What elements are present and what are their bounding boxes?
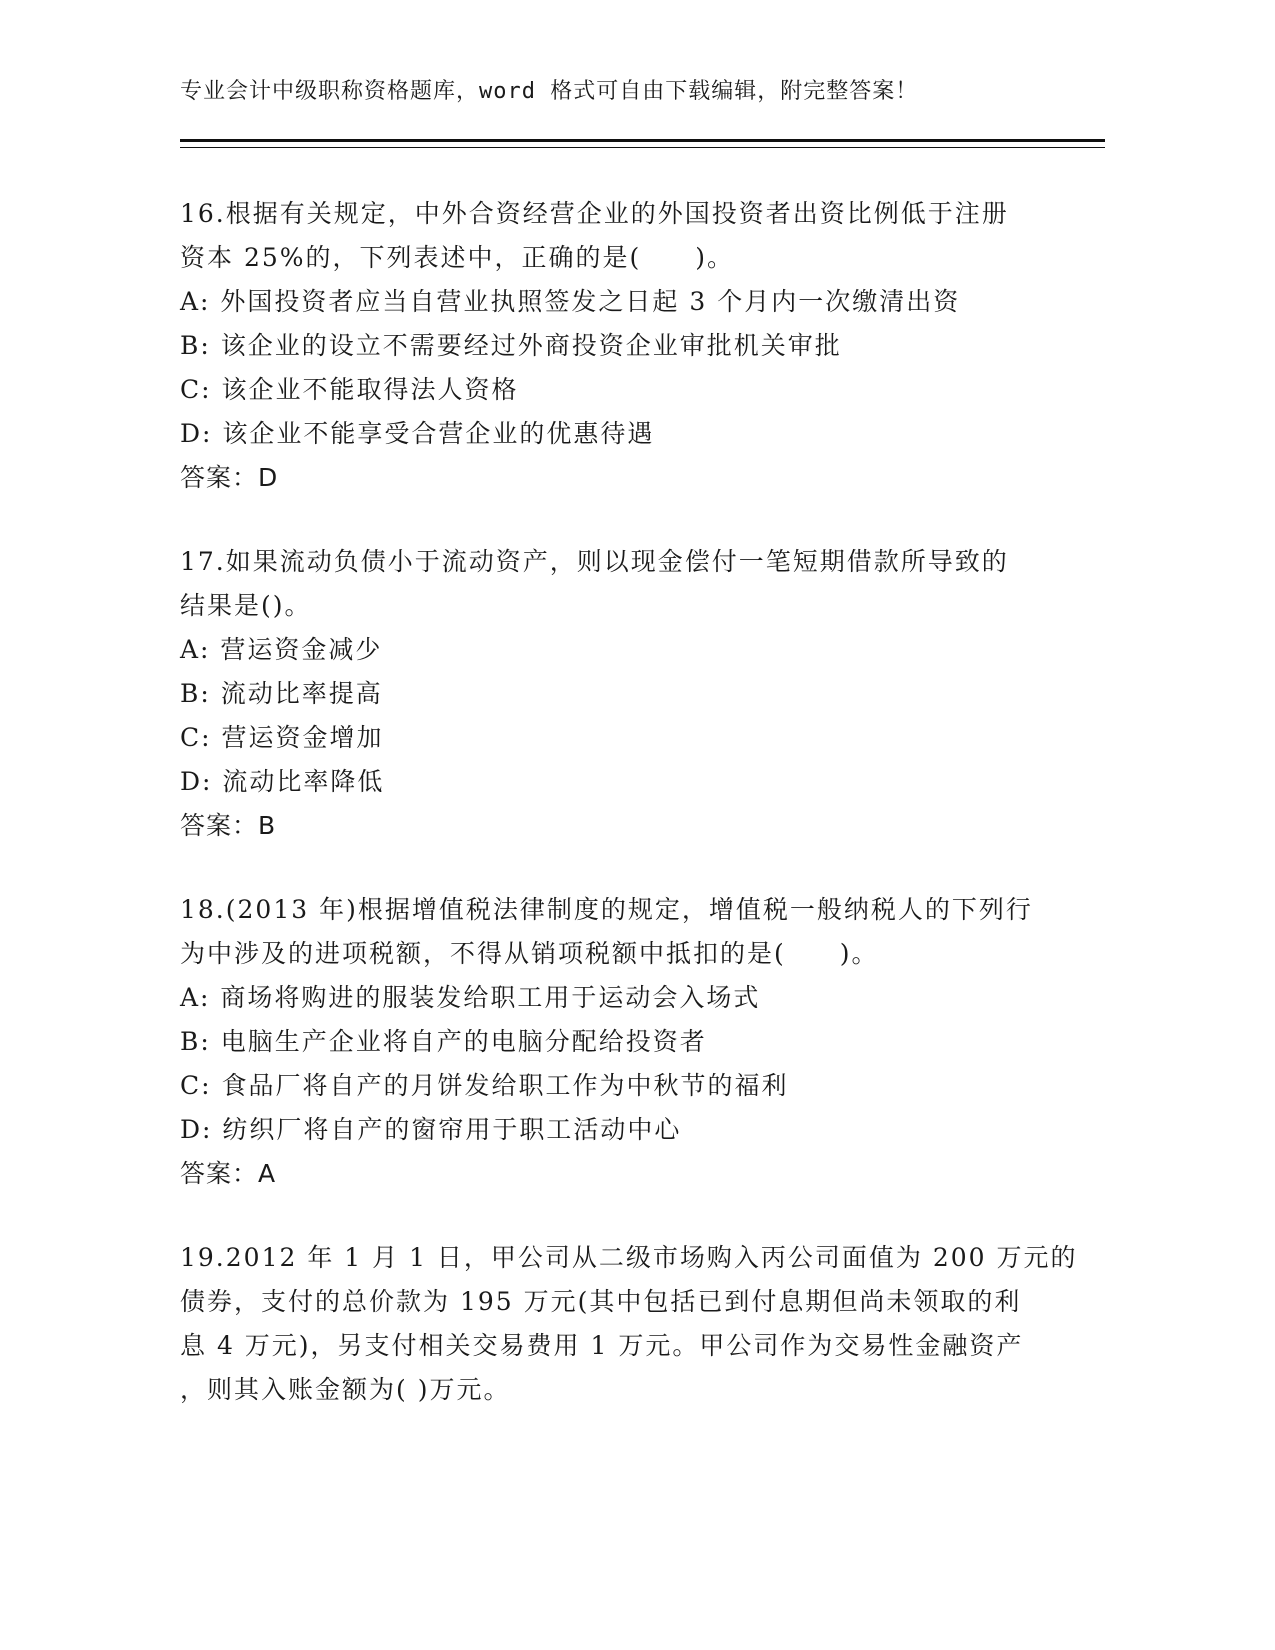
answer: 答案：A: [180, 1159, 277, 1188]
header-rule-thick: [180, 139, 1105, 142]
option-c: C: 食品厂将自产的月饼发给职工作为中秋节的福利: [180, 1071, 789, 1100]
option-b: B: 电脑生产企业将自产的电脑分配给投资者: [180, 1027, 707, 1056]
header-text: 专业会计中级职称资格题库，word 格式可自由下载编辑，附完整答案！: [180, 79, 919, 104]
option-b: B: 该企业的设立不需要经过外商投资企业审批机关审批: [180, 331, 842, 360]
question-stem-line: 资本 25%的，下列表述中，正确的是( )。: [180, 243, 735, 272]
option-c: C: 该企业不能取得法人资格: [180, 375, 519, 404]
question-stem-line: 结果是()。: [180, 591, 312, 620]
answer: 答案：D: [180, 463, 279, 492]
option-d: D: 该企业不能享受合营企业的优惠待遇: [180, 419, 655, 448]
question-stem-line: 息 4 万元)，另支付相关交易费用 1 万元。甲公司作为交易性金融资产: [180, 1331, 1024, 1360]
question-stem-line: 为中涉及的进项税额，不得从销项税额中抵扣的是( )。: [180, 939, 879, 968]
question-stem-line: 17.如果流动负债小于流动资产，则以现金偿付一笔短期借款所导致的: [180, 547, 1009, 576]
question-19: [180, 1236, 1080, 1412]
option-a: A: 外国投资者应当自营业执照签发之日起 3 个月内一次缴清出资: [180, 287, 961, 316]
option-b: B: 流动比率提高: [180, 679, 383, 708]
header-rule-thin: [180, 147, 1105, 148]
question-list: [180, 192, 1080, 1452]
question-16: [180, 192, 1080, 500]
question-stem-line: 16.根据有关规定，中外合资经营企业的外国投资者出资比例低于注册: [180, 199, 1009, 228]
option-a: A: 营运资金减少: [180, 635, 383, 664]
answer: 答案：B: [180, 811, 277, 840]
option-c: C: 营运资金增加: [180, 723, 384, 752]
option-d: D: 纺织厂将自产的窗帘用于职工活动中心: [180, 1115, 682, 1144]
question-stem-line: 18.(2013 年)根据增值税法律制度的规定，增值税一般纳税人的下列行: [180, 895, 1033, 924]
option-d: D: 流动比率降低: [180, 767, 385, 796]
question-stem-line: 债券，支付的总价款为 195 万元(其中包括已到付息期但尚未领取的利: [180, 1287, 1022, 1316]
question-stem-line: ，则其入账金额为( )万元。: [180, 1375, 511, 1404]
question-stem-line: 19.2012 年 1 月 1 日，甲公司从二级市场购入丙公司面值为 200 万元的: [180, 1243, 1078, 1272]
option-a: A: 商场将购进的服装发给职工用于运动会入场式: [180, 983, 761, 1012]
question-18: [180, 888, 1080, 1196]
question-17: [180, 540, 1080, 848]
